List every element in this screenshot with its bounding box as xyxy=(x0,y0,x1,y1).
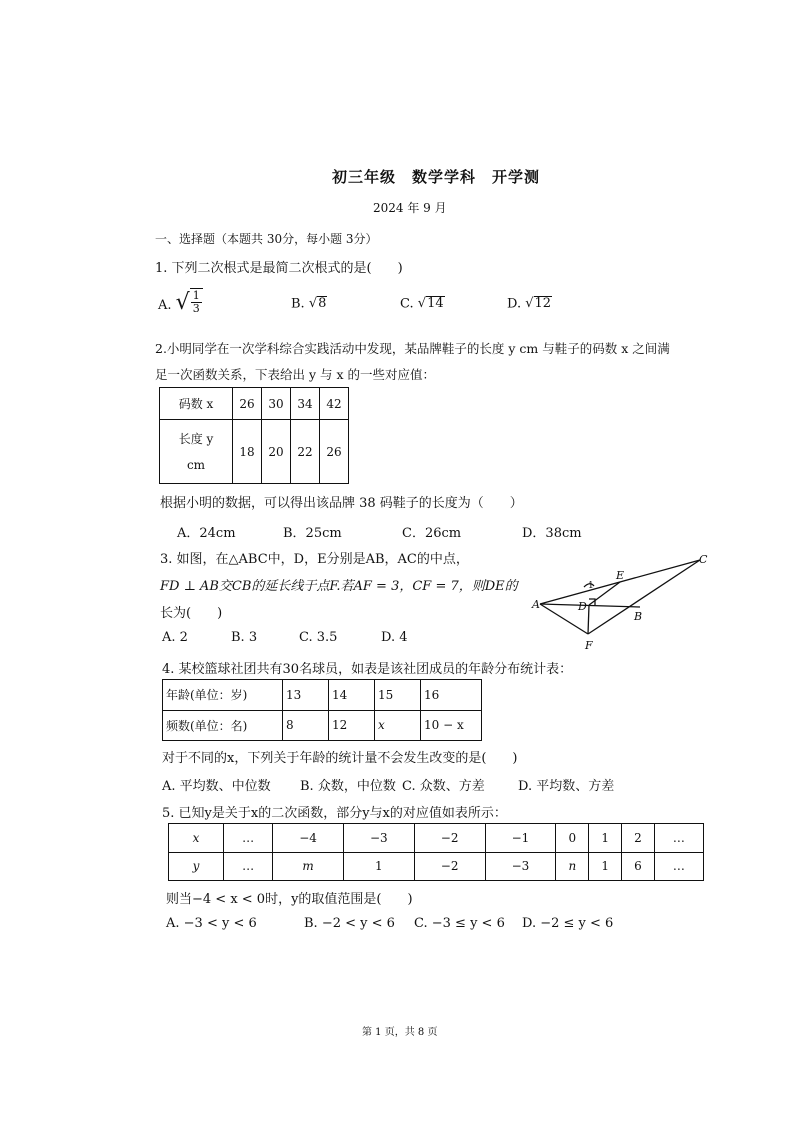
page-title: 初三年级 数学学科 开学测 xyxy=(332,168,541,186)
q2-cell-y: 22 xyxy=(291,420,320,484)
q5-cell-x: −4 xyxy=(273,824,344,853)
q2-table xyxy=(159,387,349,484)
q4-option-c: C. 众数、方差 xyxy=(402,779,485,794)
q4-cell-freq: 12 xyxy=(329,710,375,741)
q4-cell-freq: 10 − x xyxy=(421,710,482,741)
q2-option-c: C．26cm xyxy=(402,526,462,541)
q4-table-row-age xyxy=(163,680,482,711)
q2-cell-x: 30 xyxy=(262,388,291,420)
q5-cell-x: 2 xyxy=(622,824,655,853)
q5-cell-x: … xyxy=(224,824,273,853)
q3-triangle-figure xyxy=(530,548,720,658)
q2-line1: 2.小明同学在一次学科综合实践活动中发现，某品牌鞋子的长度 y cm 与鞋子的码数 x 之间满 xyxy=(155,341,670,356)
q5-cell-y: … xyxy=(654,852,703,881)
q4-stem: 4. 某校篮球社团共有30名球员，如表是该社团成员的年龄分布统计表： xyxy=(162,662,573,677)
q5-table-row-y xyxy=(169,852,704,881)
q5-cell-y: −3 xyxy=(485,852,556,881)
q4-cell-age: 15 xyxy=(375,680,421,711)
exam-date: 2024 年 9 月 xyxy=(373,201,447,215)
q2-cell-y: 20 xyxy=(262,420,291,484)
q5-question: 则当−4 < x < 0时，y的取值范围是( ) xyxy=(166,892,413,907)
q5-cell-y: m xyxy=(273,852,344,881)
q5-option-a: A. −3 < y < 6 xyxy=(166,916,257,931)
q2-cell-x: 34 xyxy=(291,388,320,420)
q1-option-b-sqrt: √ 8 xyxy=(308,296,327,312)
q2-option-b: B．25cm xyxy=(283,526,342,541)
q5-table xyxy=(168,823,704,881)
q2-header-y-line1: 长度 y xyxy=(178,431,214,446)
q1-option-d-sqrt: √ 12 xyxy=(525,296,552,312)
q2-option-a: A．24cm xyxy=(177,526,236,541)
label-C: C xyxy=(699,553,708,566)
label-A: A xyxy=(532,598,540,611)
q5-cell-y: 6 xyxy=(622,852,655,881)
q5-cell-y: n xyxy=(556,852,589,881)
q5-option-d: D. −2 ≤ y < 6 xyxy=(522,916,614,931)
q1-option-a-fraction xyxy=(191,290,202,314)
q2-question: 根据小明的数据，可以得出该品牌 38 码鞋子的长度为（ ） xyxy=(160,496,523,511)
q4-header-freq: 频数(单位：名) xyxy=(163,710,283,741)
q4-question: 对于不同的x，下列关于年龄的统计量不会发生改变的是( ) xyxy=(162,751,518,766)
q1-option-c xyxy=(400,296,445,311)
page-footer: 第 1 页，共 8 页 xyxy=(362,1027,438,1038)
q1-option-d-label: D. xyxy=(507,296,522,312)
q1-option-a-sqrt: √ $\frac{1}{3}$ xyxy=(176,288,203,314)
q1-option-b-radicand: 8 xyxy=(318,296,327,311)
q2-option-d: D．38cm xyxy=(522,526,582,541)
q1-option-d xyxy=(507,296,552,311)
label-angle-1: 1 xyxy=(588,581,594,591)
q4-option-a: A. 平均数、中位数 xyxy=(162,779,271,794)
q1-option-c-sqrt: √ 14 xyxy=(417,296,444,312)
label-F: F xyxy=(585,639,593,652)
q3-line1: 3. 如图，在△ABC中，D，E分别是AB，AC的中点， xyxy=(160,552,469,567)
q4-cell-age: 13 xyxy=(283,680,329,711)
q5-header-y: y xyxy=(169,852,224,881)
q4-cell-freq: 8 xyxy=(283,710,329,741)
q5-cell-y: … xyxy=(224,852,273,881)
q1-option-c-label: C. xyxy=(400,296,414,312)
label-B: B xyxy=(634,610,643,623)
q2-header-x: 码数 x xyxy=(160,388,233,420)
q4-header-age: 年龄(单位：岁) xyxy=(163,680,283,711)
q5-cell-y: 1 xyxy=(589,852,622,881)
q2-table-row-y xyxy=(160,420,349,484)
q3-option-a: A. 2 xyxy=(162,630,188,645)
q5-table-row-x xyxy=(169,824,704,853)
section-heading: 一、选择题（本题共 30分，每小题 3分） xyxy=(155,232,378,246)
q5-cell-x: −3 xyxy=(343,824,414,853)
q5-option-c: C. −3 ≤ y < 6 xyxy=(414,916,505,931)
q5-cell-y: −2 xyxy=(414,852,485,881)
q5-header-x: x xyxy=(169,824,224,853)
q5-cell-x: 1 xyxy=(589,824,622,853)
q2-header-y xyxy=(160,420,233,484)
q5-cell-y: 1 xyxy=(343,852,414,881)
segment-FD xyxy=(588,605,589,634)
segment-CF xyxy=(588,560,700,634)
q5-cell-x: −1 xyxy=(485,824,556,853)
q1-option-b-label: B. xyxy=(291,296,305,312)
q2-cell-y: 18 xyxy=(233,420,262,484)
q5-option-b: B. −2 < y < 6 xyxy=(304,916,395,931)
q4-table-row-freq xyxy=(163,710,482,741)
q4-option-b: B. 众数，中位数 xyxy=(300,779,396,794)
q2-cell-x: 42 xyxy=(320,388,349,420)
q4-cell-age: 14 xyxy=(329,680,375,711)
q3-option-d: D. 4 xyxy=(381,630,408,645)
q1-option-a xyxy=(158,288,203,314)
q1-option-a-label: A. xyxy=(158,298,172,314)
q1-option-d-radicand: 12 xyxy=(534,296,552,311)
q1-stem: 1. 下列二次根式是最简二次根式的是( ) xyxy=(155,261,403,276)
q3-option-b: B. 3 xyxy=(231,630,258,645)
q1-option-c-radicand: 14 xyxy=(427,296,444,311)
q5-cell-x: −2 xyxy=(414,824,485,853)
label-E: E xyxy=(616,569,625,582)
q5-stem: 5. 已知y是关于x的二次函数，部分y与x的对应值如表所示： xyxy=(162,806,507,821)
q1-option-a-denominator: 3 xyxy=(192,301,200,315)
q1-option-a-numerator: 1 xyxy=(192,289,200,302)
q5-cell-x: … xyxy=(654,824,703,853)
q3-line3: 长为( ) xyxy=(160,606,223,621)
q3-option-c: C. 3.5 xyxy=(299,630,338,645)
q4-cell-age: 16 xyxy=(421,680,482,711)
q2-table-row-x xyxy=(160,388,349,420)
q5-cell-x: 0 xyxy=(556,824,589,853)
label-D: D xyxy=(578,600,587,613)
q4-cell-freq: x xyxy=(375,710,421,741)
q2-cell-y: 26 xyxy=(320,420,349,484)
q1-option-b xyxy=(291,296,327,311)
q3-line2: FD ⊥ AB交CB的延长线于点F.若AF = 3，CF = 7，则DE的 xyxy=(160,579,518,594)
q4-table xyxy=(162,679,482,741)
q4-option-d: D. 平均数、方差 xyxy=(518,779,615,794)
q2-line2: 足一次函数关系，下表给出 y 与 x 的一些对应值： xyxy=(155,367,436,382)
q2-header-y-line2: cm xyxy=(186,457,206,472)
q2-cell-x: 26 xyxy=(233,388,262,420)
